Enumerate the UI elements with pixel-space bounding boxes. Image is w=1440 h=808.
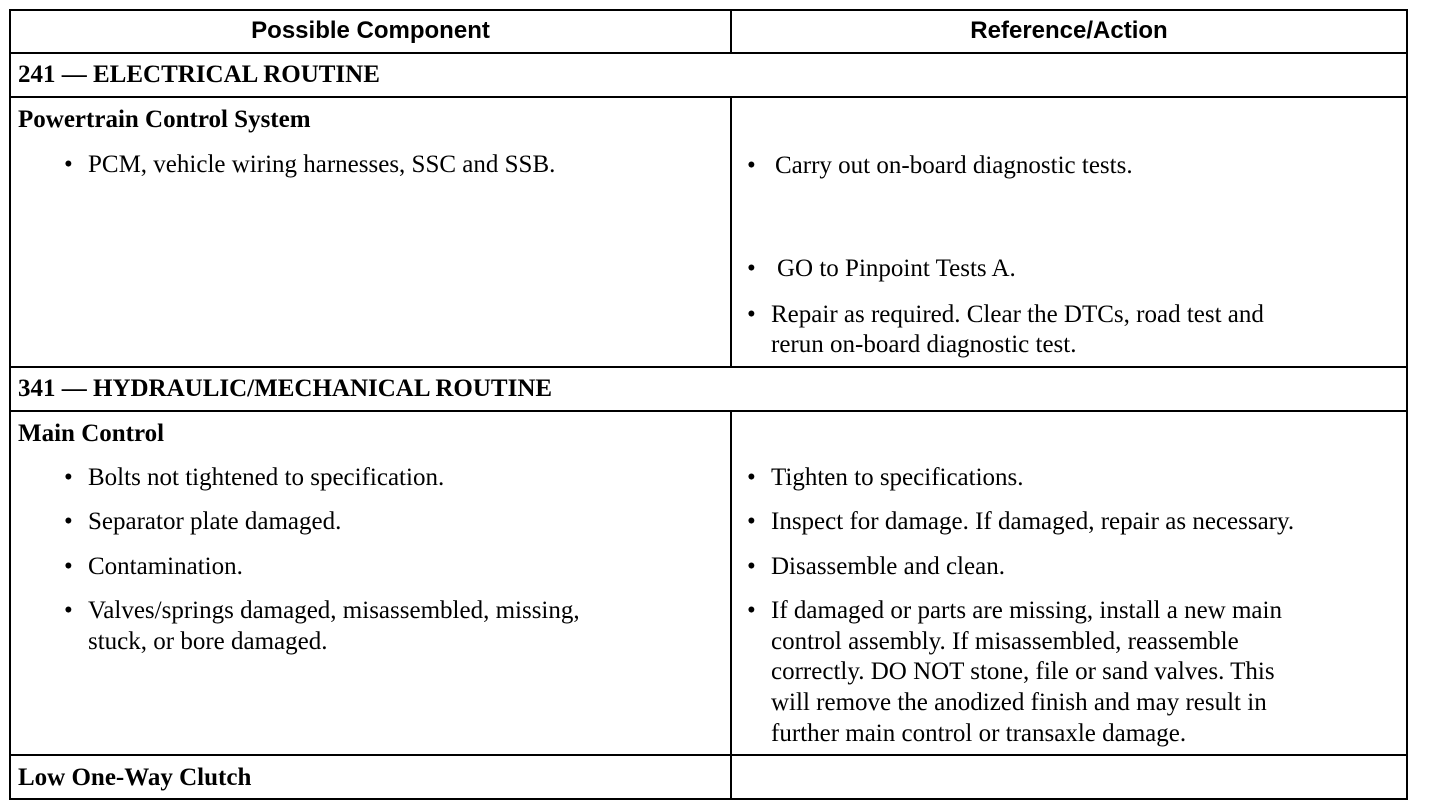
group-title-low-one-way-clutch: Low One-Way Clutch [18,764,252,791]
action-item: GO to Pinpoint Tests A. [777,255,1016,282]
component-item-line: Valves/springs damaged, misassembled, missing, [88,597,580,624]
bullet: • [747,255,756,282]
component-item-line: stuck, or bore damaged. [88,628,328,655]
action-item: Carry out on-board diagnostic tests. [775,152,1133,179]
group-title-main-control: Main Control [18,420,165,447]
component-item: Bolts not tightened to specification. [88,464,445,491]
action-item: Tighten to specifications. [771,464,1024,491]
header-reference-action: Reference/Action [970,17,1168,44]
bullet: • [64,597,73,624]
bullet: • [747,464,756,491]
border-right [1406,9,1408,800]
border-main-control-bottom [9,754,1408,756]
action-item-line: rerun on-board diagnostic test. [771,331,1077,358]
action-item-line: control assembly. If misassembled, reassemble [771,628,1239,655]
bullet: • [747,508,756,535]
action-item-line: Repair as required. Clear the DTCs, road test and [771,301,1264,328]
component-item: Separator plate damaged. [88,508,342,535]
action-item: Disassemble and clean. [771,553,1005,580]
bullet: • [64,464,73,491]
border-header-bottom [9,52,1408,54]
bullet: • [64,151,73,178]
action-item-line: further main control or transaxle damage. [771,720,1187,747]
bullet: • [747,152,756,179]
border-left [9,9,11,800]
action-item-line: correctly. DO NOT stone, file or sand valves. This [771,658,1275,685]
section-title-hydraulic-mechanical-routine: 341 — HYDRAULIC/MECHANICAL ROUTINE [18,375,553,402]
bullet: • [64,508,73,535]
bullet: • [64,553,73,580]
action-item: Inspect for damage. If damaged, repair as necessary. [771,508,1295,535]
bullet: • [747,597,756,624]
border-powertrain-bottom [9,366,1408,368]
border-section-241-bottom [9,96,1408,98]
action-item-line: will remove the anodized finish and may result in [771,689,1267,716]
border-section-341-bottom [9,410,1408,412]
divider-powertrain [730,96,732,368]
border-bottom [9,798,1408,800]
border-top [9,9,1408,11]
group-title-powertrain-control-system: Powertrain Control System [18,106,311,133]
action-item-line: If damaged or parts are missing, install a new main [771,597,1282,624]
bullet: • [747,553,756,580]
bullet: • [747,301,756,328]
section-title-electrical-routine: 241 — ELECTRICAL ROUTINE [18,61,380,88]
component-item: Contamination. [88,553,243,580]
component-item: PCM, vehicle wiring harnesses, SSC and SSB. [88,151,556,178]
header-possible-component: Possible Component [251,17,490,44]
divider-main-control [730,410,732,800]
